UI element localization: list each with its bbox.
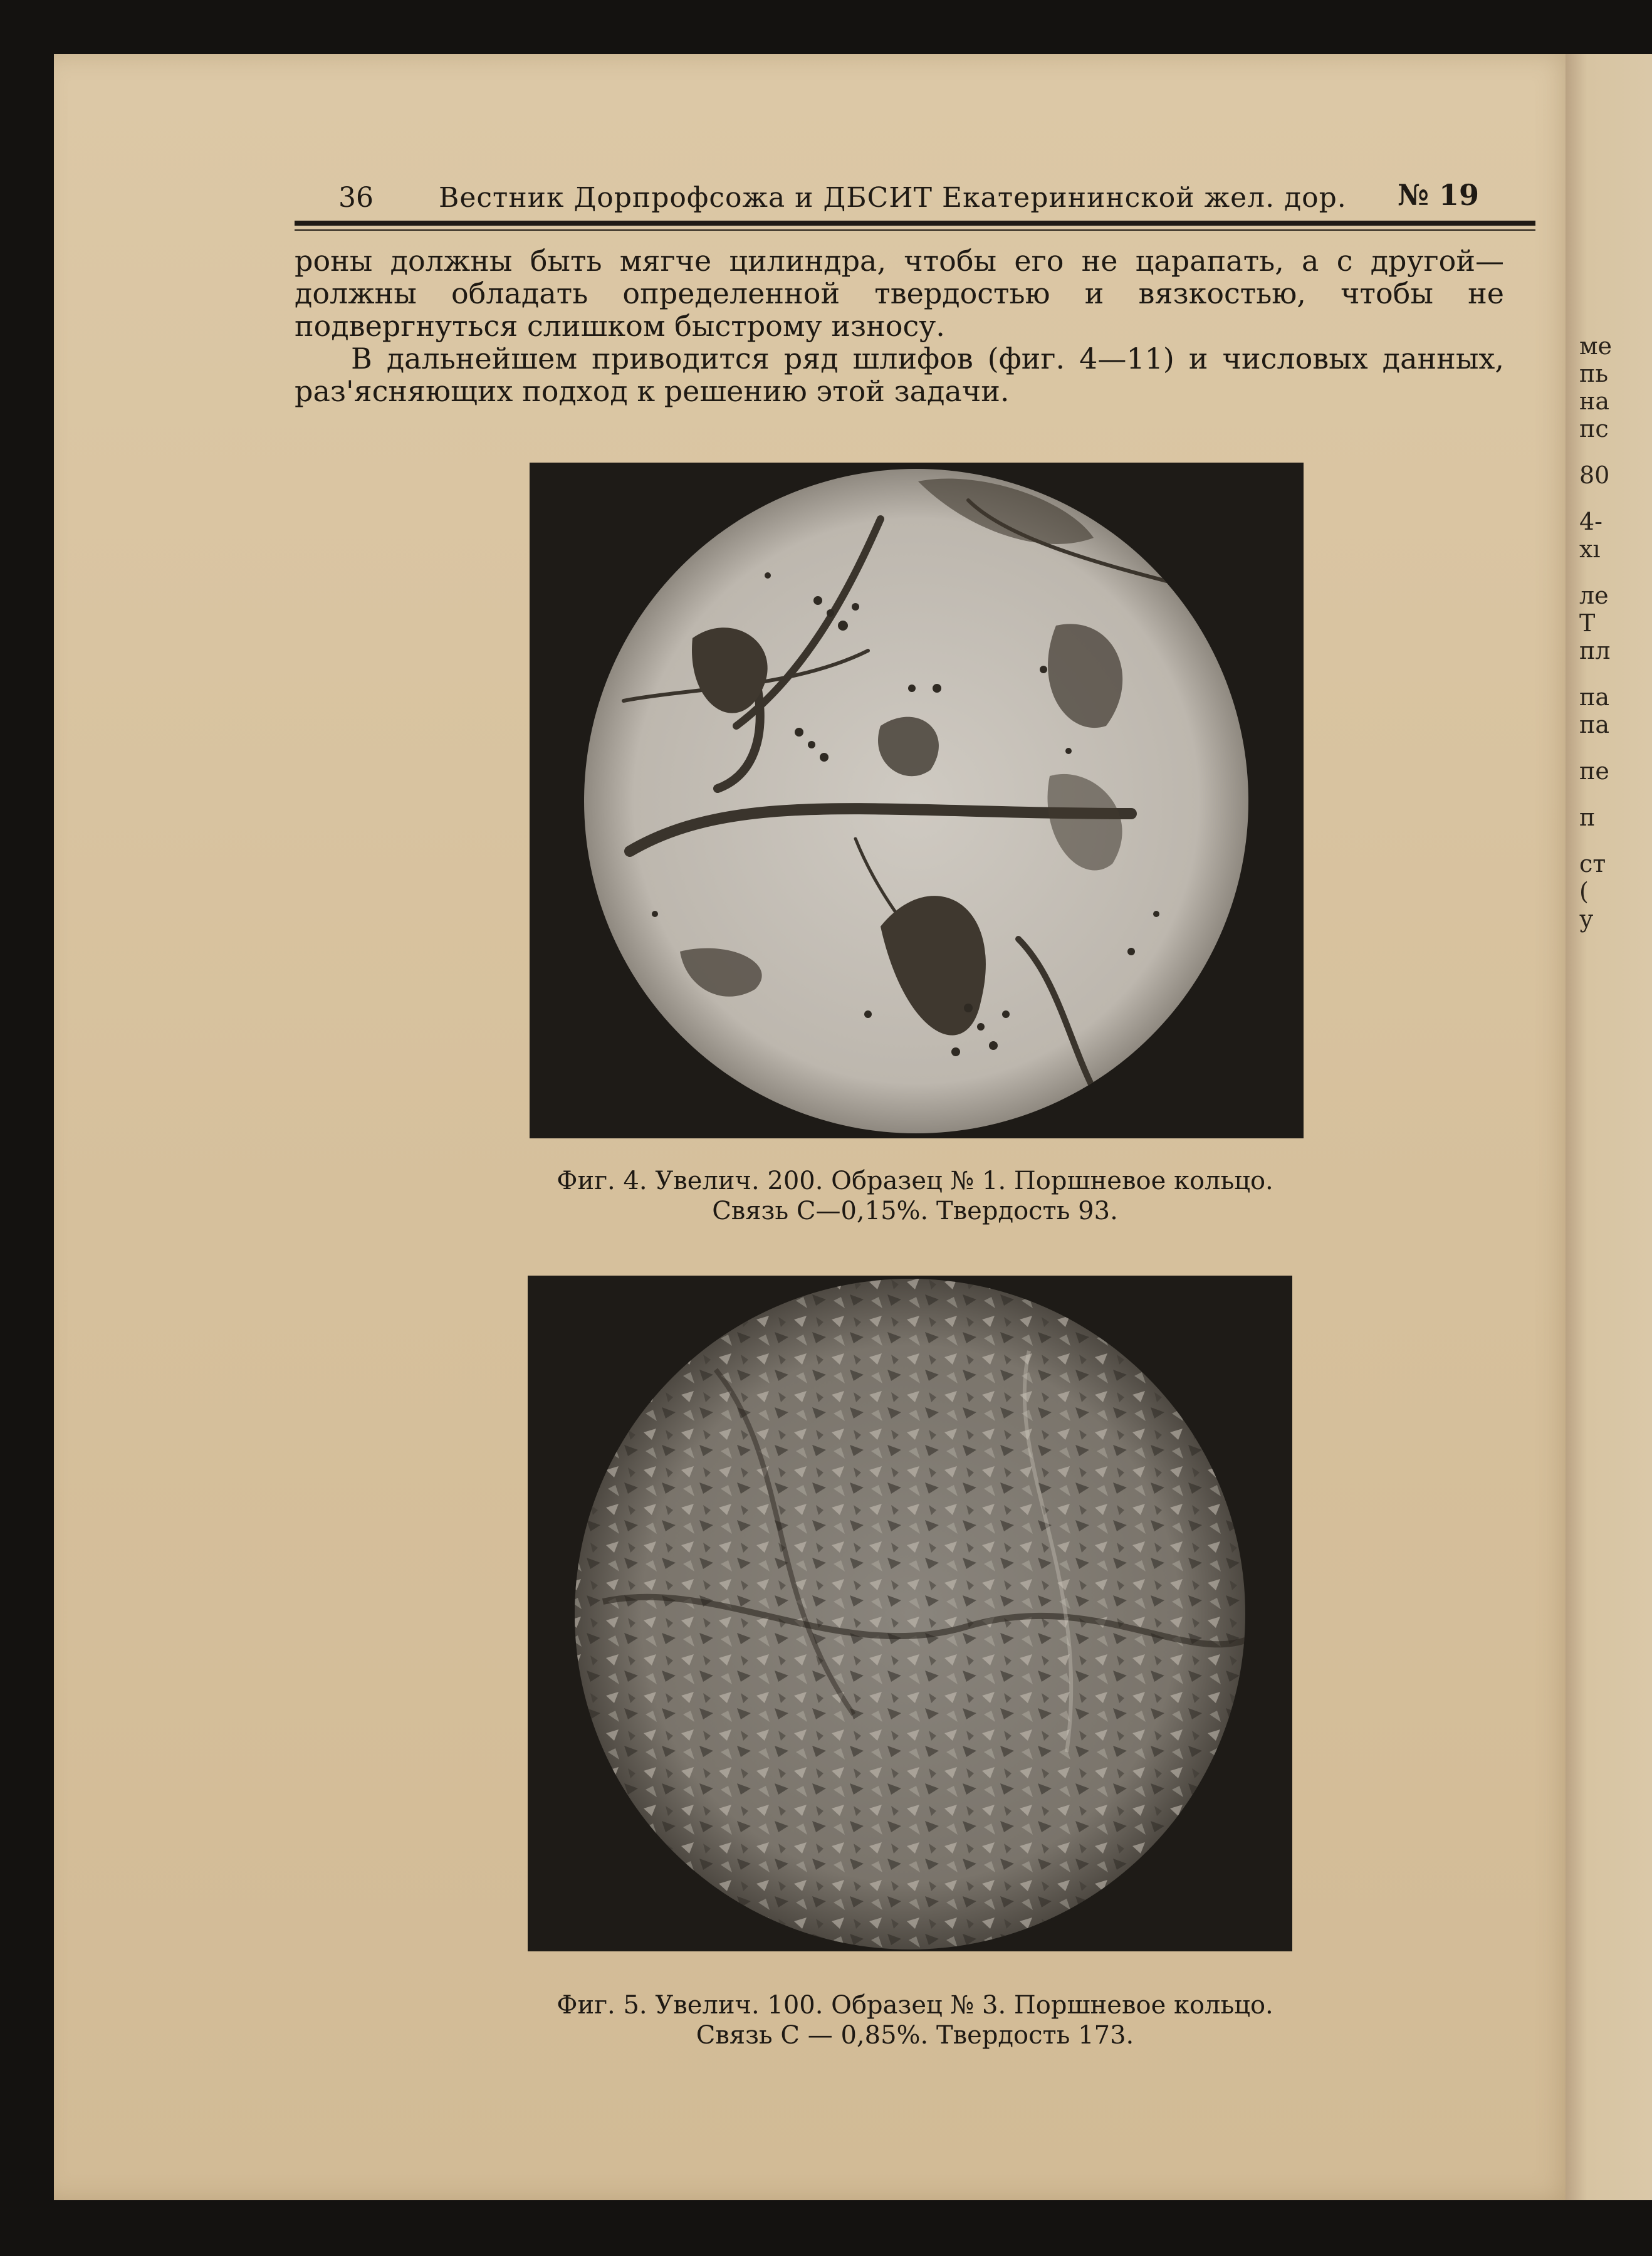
fragment-line: 4- <box>1579 508 1603 535</box>
figure-4-caption <box>407 1166 1423 1226</box>
micrograph-figure-4 <box>530 463 1304 1138</box>
next-page-text-fragments <box>1579 332 1648 933</box>
micrograph-image <box>528 1276 1292 1951</box>
page-number: 36 <box>338 182 374 214</box>
header-rule <box>295 221 1535 226</box>
fragment-line: пс <box>1579 415 1609 443</box>
fragment-line: на <box>1579 387 1609 415</box>
fragment-line: ле <box>1579 582 1609 609</box>
fragment-line: пе <box>1579 757 1609 785</box>
fragment-line: пь <box>1579 360 1609 387</box>
paragraph: В дальнейшем приводится ряд шлифов (фиг. 4—11) и числовых данных, раз'ясняющих подход к решению этой задачи. <box>295 342 1504 408</box>
fragment-line: п <box>1579 804 1596 831</box>
fragment-line: ст <box>1579 850 1606 878</box>
figure-5-caption <box>407 1990 1423 2050</box>
fragment-line: у <box>1579 905 1594 933</box>
fragment-line: па <box>1579 683 1609 711</box>
fragment-line: ме <box>1579 332 1613 360</box>
caption-line: Фиг. 5. Увелич. 100. Образец № 3. Поршневое кольцо. <box>557 1991 1273 2020</box>
fragment-line: па <box>1579 711 1609 738</box>
caption-line: Связь С—0,15%. Твердость 93. <box>712 1197 1118 1225</box>
fragment-line: Т <box>1579 609 1596 637</box>
fragment-line: пл <box>1579 637 1611 664</box>
paragraph: роны должны быть мягче цилиндра, чтобы его не царапать, а с другой—должны обладать определенной твердостью и вязкостью, чтобы не подвергнуться слишком быстрому износу. <box>295 244 1504 343</box>
page-header <box>295 169 1535 226</box>
issue-number: № 19 <box>1398 178 1480 212</box>
body-text <box>295 244 1504 407</box>
caption-line: Фиг. 4. Увелич. 200. Образец № 1. Поршневое кольцо. <box>557 1167 1273 1195</box>
fragment-line: 80 <box>1579 461 1610 489</box>
header-rule-thin <box>295 229 1535 231</box>
journal-title: Вестник Дорпрофсожа и ДБСИТ Екатерининской жел. дор. <box>439 182 1347 214</box>
caption-line: Связь С — 0,85%. Твердость 173. <box>696 2021 1134 2050</box>
micrograph-image <box>530 463 1304 1138</box>
micrograph-figure-5 <box>528 1276 1292 1951</box>
fragment-line: ( <box>1579 878 1589 905</box>
fragment-line: хı <box>1579 535 1601 563</box>
